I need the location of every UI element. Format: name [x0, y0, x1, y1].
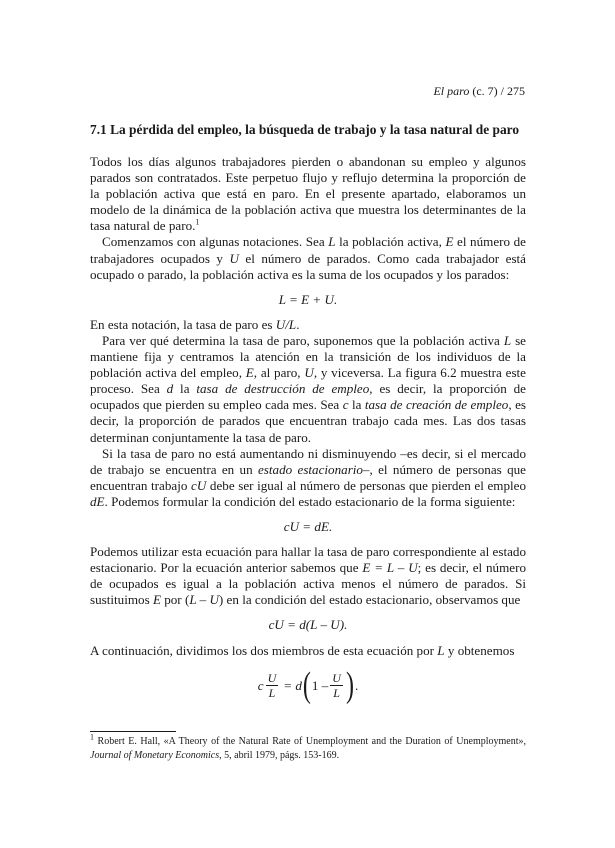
running-head — [433, 84, 525, 99]
denominator: L — [333, 686, 340, 701]
text-run: debe ser igual al número de personas que pierden el empleo — [206, 477, 526, 493]
equation-3-text: cU = d(L – U). — [268, 617, 348, 633]
term-job-destruction: tasa de destrucción de empleo — [196, 381, 370, 397]
paragraph-5 — [90, 446, 526, 510]
var-U: U — [304, 365, 314, 381]
var-UL: U/L — [275, 316, 297, 332]
text-run: la — [348, 397, 365, 413]
equation-3 — [90, 617, 526, 633]
head-separator: / — [500, 84, 504, 98]
footnote-citation: , 5, abril 1979, págs. 153-169. — [219, 749, 340, 761]
text-run: y obtenemos — [444, 642, 515, 658]
paragraph-3 — [90, 317, 526, 333]
equation-2-text: cU = dE. — [283, 518, 333, 534]
section-title: 7.1 La pérdida del empleo, la búsqueda de trabajo y la tasa natural de paro — [90, 122, 520, 137]
paragraph-6 — [90, 544, 526, 608]
eq4-c: c — [257, 677, 264, 693]
var-U: U — [229, 250, 239, 266]
paragraph-7 — [90, 643, 526, 659]
text-run: , es decir, la proporción de ocupados que pierden su empleo cada mes. Sea — [90, 381, 526, 413]
footnote-text: Robert E. Hall, «A Theory of the Natural Rate of Unemployment and the Duration of Unemployment», — [97, 736, 526, 747]
inline-equation: E = L – U — [362, 560, 418, 576]
text-run: la — [173, 381, 197, 397]
text-run: Comenzamos con algunas notaciones. Sea — [102, 234, 329, 250]
equation-1 — [90, 292, 526, 308]
text-run: la población activa, — [335, 234, 446, 250]
journal-title: Journal of Monetary Economics — [90, 749, 220, 761]
var-L: L — [328, 234, 336, 250]
equation-4 — [90, 665, 526, 707]
text-run: . Podemos formular la condición del estado estacionario de la forma siguiente: — [104, 493, 516, 509]
text-run: por ( — [160, 592, 190, 608]
text-run: Para ver qué determina la tasa de paro, suponemos que la población activa — [102, 332, 504, 348]
var-E: E — [152, 592, 161, 608]
var-L: L — [437, 642, 445, 658]
paragraph-4 — [90, 333, 526, 446]
equation-1-text: L = E + U. — [278, 291, 338, 307]
footnote-divider — [90, 731, 176, 732]
eq4-period: . — [354, 677, 359, 693]
var-E: E — [245, 365, 254, 381]
eq4-one-minus: 1 – — [311, 677, 329, 693]
text-run: , al paro, — [253, 365, 305, 381]
text-run: ; es decir, el número de ocupados es igual a la población activa menos el número de parados. Si sustituimos — [90, 560, 526, 608]
var-L: L — [503, 332, 512, 348]
numerator: U — [267, 671, 277, 686]
fraction-U-over-L — [266, 671, 279, 700]
paragraph-1-text: Todos los días algunos trabajadores pierden o abandonan su empleo y algunos parados son contratados. Este perpetuo flujo y reflujo determina la proporción de la población activa que está en paro. En el presente apartado, elaboramos un modelo de la dinámica de la población activa que muestra los determinantes de la tasa natural de paro. — [90, 154, 526, 234]
text-run: En esta notación, la tasa de paro es — [90, 316, 276, 332]
left-paren: ( — [302, 666, 311, 706]
numerator: U — [332, 671, 341, 686]
text-run: . — [296, 316, 300, 332]
footnote-ref: 1 — [195, 218, 200, 228]
term-steady-state: estado estacionario — [257, 461, 363, 477]
text-run: el número de trabajadores ocupados y — [90, 234, 526, 266]
page-number: 275 — [507, 84, 525, 98]
chapter-ref: (c. 7) — [472, 84, 498, 98]
running-title: El paro — [433, 84, 470, 98]
text-run: el número de parados. Como cada trabajador está ocupado o parado, la población activa es la suma de los ocupados y los parados: — [90, 250, 526, 282]
text-run: Si la tasa de paro no está aumentando ni disminuyendo –es decir, si el mercado de trabajo se encuentra en un — [90, 445, 526, 477]
fraction-U-over-L-2 — [330, 671, 343, 700]
term-job-creation: tasa de creación de empleo — [364, 397, 509, 413]
text-run: –, el número de personas que encuentran trabajo — [90, 461, 526, 493]
text-run: se mantiene fija y centramos la atención en la transición de los individuos de la población activa del empleo, — [90, 332, 526, 381]
var-dE: dE — [90, 493, 105, 509]
var-cU: cU — [191, 477, 207, 493]
text-run: , es decir, la proporción de parados que encuentran trabajo cada mes. Las dos tasas determinan conjuntamente la tasa de paro. — [90, 397, 526, 445]
equation-2 — [90, 519, 526, 535]
text-run: , y viceversa. La figura 6.2 muestra este proceso. Sea — [90, 365, 526, 397]
footnote-1 — [90, 732, 526, 762]
eq4-equals-d: = d — [283, 677, 302, 693]
right-paren: ) — [345, 666, 354, 706]
footnote-mark: 1 — [90, 732, 94, 742]
text-run: Podemos utilizar esta ecuación para hallar la tasa de paro correspondiente al estado estacionario. Por la ecuación anterior sabemos que — [90, 544, 526, 576]
var-E: E — [445, 234, 454, 250]
var-L-minus-U: L – U — [189, 592, 219, 608]
text-run: ) en la condición del estado estacionario, observamos que — [218, 592, 521, 608]
var-c: c — [342, 397, 349, 413]
body-text — [90, 154, 526, 707]
paragraph-1 — [90, 154, 526, 234]
var-d: d — [166, 381, 174, 397]
text-run: A continuación, dividimos los dos miembros de esta ecuación por — [90, 642, 438, 658]
paragraph-2 — [90, 234, 526, 282]
denominator: L — [268, 686, 276, 701]
